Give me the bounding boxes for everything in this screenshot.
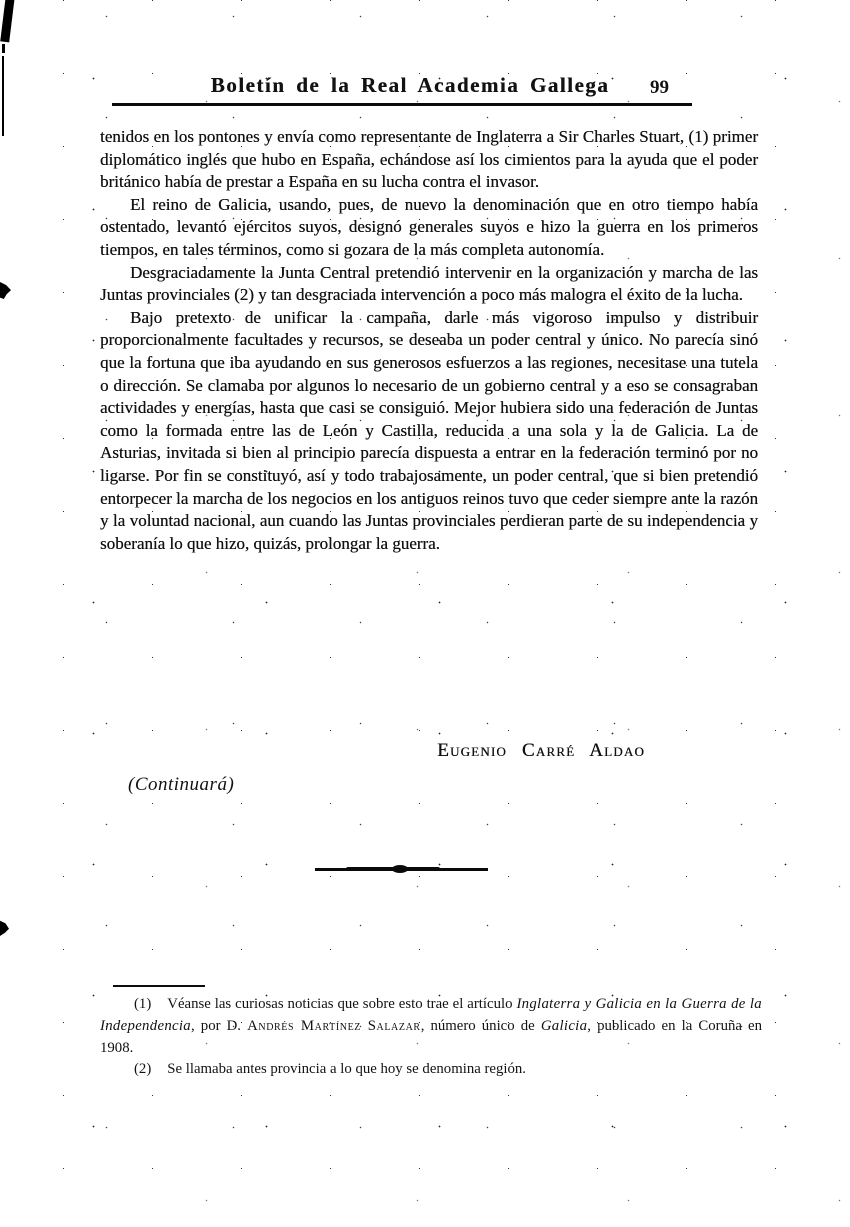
ink-mark-margin-blob-lower [0, 920, 9, 936]
body-paragraph: El reino de Galicia, usando, pues, de nuevo la denominación que en otro tiempo había ostentado, levantó ejércitos suyos, designó generales suyos e hizo la guerra en los primeros tiempos, en tales términos, como si gozara de la más completa autonomía. [100, 194, 758, 259]
footnote [100, 1059, 762, 1081]
footnote-separator-rule [113, 985, 205, 987]
article-body [100, 126, 758, 555]
body-paragraph: Desgraciadamente la Junta Central pretendió intervenir en la organización y marcha de las Juntas provinciales (2) y tan desgraciada intervención a poco más malogra el éxito de la lucha. [100, 262, 758, 305]
body-paragraph: tenidos en los pontones y envía como representante de Inglaterra a Sir Charles Stuart, (1) primer diplomático inglés que hubo en España, echándose así los cimientos para la ayuda que el poder británico había de prestar a España en su lucha contra el invasor. [100, 127, 758, 192]
footnote-text: Véanse las curiosas noticias que sobre esto trae el artículo Inglaterra y Galicia en la Guerra de la Independencia, por D. Andrés Martínez Salazar, número único de Galicia, publicado en la Coruña en 1908. [100, 996, 762, 1056]
ink-mark-top-left [0, 0, 15, 42]
author-signature: Eugenio Carré Aldao [437, 740, 645, 761]
footnote-text: Se llamaba antes provincia a lo que hoy se denomina región. [167, 1061, 526, 1078]
divider-diamond-icon [392, 865, 408, 873]
ink-mark-margin-line [2, 56, 4, 136]
section-divider [315, 864, 488, 874]
ink-mark-tick [2, 44, 5, 53]
footnote-label: (1) [134, 996, 152, 1012]
footnote [100, 994, 762, 1059]
footnotes [100, 994, 762, 1081]
ink-mark-margin-blob-upper [0, 282, 11, 299]
page-number: 99 [650, 77, 669, 98]
continuation-note: (Continuará) [128, 774, 235, 795]
header-rule [112, 103, 692, 106]
footnote-label: (2) [134, 1061, 152, 1078]
body-paragraph: Bajo pretexto de unificar la campaña, darle más vigoroso impulso y distribuir proporcionalmente facultades y recursos, se deseaba un poder central y único. No parecía sinó que la fortuna que iba ayudando en sus generosos esfuerzos a las regiones, necesitase una tutela o dirección. Se clamaba por algunos lo necesario de un gobierno central y a eso se consagraban actividades y energías, hasta que casi se consiguió. Mejor hubiera sido una federación de Juntas como la formada entre las de León y Castilla, reducida a una sola y la de Galicia. La de Asturias, invitada si bien al principio parecía dispuesta a entrar en la federación terminó por no ligarse. Por fin se constituyó, así y todo trabajosamente, un poder central, que si bien pretendió entorpecer la marcha de los negocios en los antiguos reinos tuvo que ceder siempre ante la razón y la voluntad nacional, aun cuando las Juntas provinciales perdieran parte de su independencia y soberanía lo que hizo, quizás, prolongar la guerra. [100, 307, 758, 553]
journal-title: Boletín de la Real Academia Gallega [210, 73, 610, 97]
